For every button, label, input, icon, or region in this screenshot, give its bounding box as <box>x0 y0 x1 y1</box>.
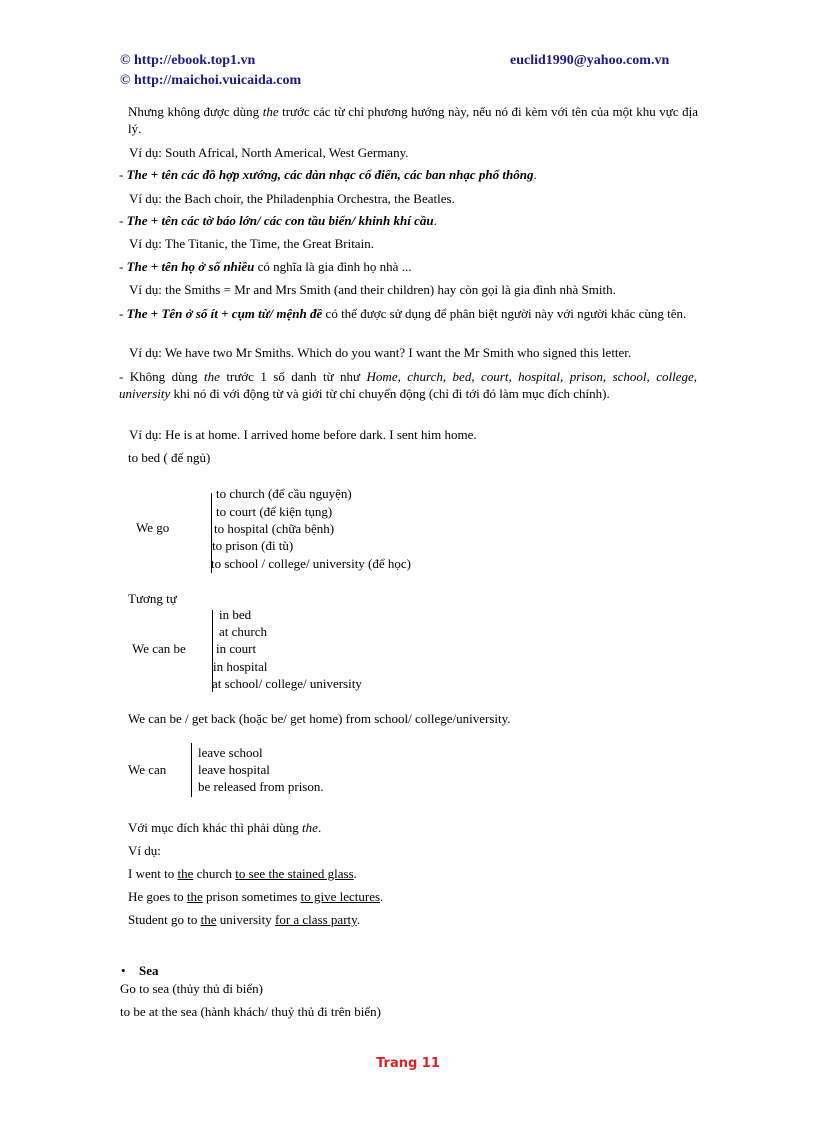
example-heading: Ví dụ: <box>128 843 161 858</box>
text-segment: trước 1 số danh từ như <box>219 369 367 384</box>
sea-heading: Sea <box>139 963 159 978</box>
rule-singular-name <box>119 305 697 322</box>
rule-bold: The + tên các tờ báo lớn/ các con tầu biển/ khinh khí cầu <box>126 213 434 228</box>
bracket-bar <box>191 743 192 797</box>
text-segment: . <box>356 912 361 927</box>
underlined-purpose: for a class party <box>274 912 357 927</box>
italic-the: the <box>302 820 318 835</box>
rule-orchestras <box>119 167 537 183</box>
italic-the: the <box>204 369 220 384</box>
dash: - <box>119 213 127 228</box>
dash: - <box>119 306 127 321</box>
group-we-can-label: We can <box>128 762 167 777</box>
text-segment: . <box>380 889 384 904</box>
list-item: be released from prison. <box>198 779 324 794</box>
text-segment: trước các từ chỉ phương hướng này, nếu nó đi kèm với tên của một khu vực địa lý. <box>128 104 699 136</box>
text-segment: university <box>216 912 275 927</box>
list-item: to school / college/ university (để học) <box>211 556 412 571</box>
sea-line: Go to sea (thủy thủ đi biển) <box>120 981 263 996</box>
similar-heading: Tương tự <box>128 591 177 606</box>
underlined-the: the <box>200 912 217 927</box>
text-segment: khi nó đi với động từ và giới từ chỉ chuyển động (chỉ đi tới đó làm mục đích chính). <box>170 386 610 401</box>
rule-end: . <box>533 167 537 182</box>
rule-end: . <box>433 213 437 228</box>
list-item: in hospital <box>213 659 268 674</box>
text-segment: - Không dùng <box>119 369 204 384</box>
rule-family-names <box>119 259 411 275</box>
text-segment: church <box>193 866 236 881</box>
paragraph-direction-note <box>128 103 698 137</box>
sentence-university <box>128 912 360 928</box>
list-item: to prison (đi tù) <box>212 538 294 553</box>
text-segment: . <box>317 820 322 835</box>
rule-bold: The + Tên ở số ít + cụm từ/ mệnh đề <box>126 306 323 321</box>
example-line: Ví dụ: South Africal, North Americal, West Germany. <box>129 145 409 160</box>
underlined-the: the <box>186 889 203 904</box>
list-item: to court (để kiện tụng) <box>216 504 333 519</box>
example-line: Ví dụ: the Smiths = Mr and Mrs Smith (and their children) hay còn gọi là gia đình nhà Smith. <box>129 282 616 297</box>
dash: - <box>119 167 127 182</box>
text-segment: I went to <box>128 866 178 881</box>
underlined-purpose: to see the stained glass <box>235 866 354 881</box>
list-item: leave school <box>198 745 263 760</box>
example-line: Ví dụ: the Bach choir, the Philadenphia Orchestra, the Beatles. <box>129 191 455 206</box>
example-line: Ví dụ: He is at home. I arrived home before dark. I sent him home. <box>129 427 477 442</box>
header-email[interactable]: euclid1990@yahoo.com.vn <box>510 53 670 68</box>
text-segment: He goes to <box>128 889 187 904</box>
header-link-ebook[interactable]: © http://ebook.top1.vn <box>120 53 256 68</box>
sentence-prison <box>128 889 383 905</box>
list-item: leave hospital <box>198 762 270 777</box>
list-item: in court <box>216 641 257 656</box>
rule-no-the <box>119 368 697 402</box>
group-we-go-label: We go <box>136 520 170 535</box>
italic-the: the <box>262 104 279 119</box>
underlined-the: the <box>177 866 194 881</box>
bullet-icon: • <box>121 963 126 978</box>
underlined-purpose: to give lectures <box>300 889 381 904</box>
sea-line: to be at the sea (hành khách/ thuỷ thủ đi trên biển) <box>120 1004 382 1019</box>
sentence-church <box>128 866 357 882</box>
get-back-line: We can be / get back (hoặc be/ get home) from school/ college/university. <box>128 711 511 726</box>
page-number: Trang 11 <box>376 1056 440 1071</box>
text-segment: prison sometimes <box>202 889 301 904</box>
rule-end: có nghĩa là gia đình họ nhà ... <box>254 259 412 274</box>
rule-end: có thể được sử dụng để phân biệt người này với người khác cùng tên. <box>322 306 687 321</box>
example-line: Ví dụ: We have two Mr Smiths. Which do you want? I want the Mr Smith who signed this letter. <box>129 345 632 360</box>
rule-bold: The + tên họ ở số nhiều <box>126 259 255 274</box>
list-item: at church <box>219 624 268 639</box>
rule-bold: The + tên các đồ hợp xướng, các dàn nhạc cổ điển, các ban nhạc phổ thông <box>126 167 534 182</box>
italic-nouns: Home, church, bed, court, hospital, prison, school, college, university <box>119 369 697 401</box>
text-segment: Student go to <box>128 912 201 927</box>
list-item: at school/ college/ university <box>212 676 362 691</box>
to-bed-line: to bed ( để ngủ) <box>128 450 211 465</box>
header-link-maichoi[interactable]: © http://maichoi.vuicaida.com <box>120 73 302 88</box>
text-segment: Nhưng không được dùng <box>128 104 263 119</box>
text-segment: . <box>353 866 357 881</box>
text-segment: Với mục đích khác thì phải dùng <box>128 820 303 835</box>
dash: - <box>119 259 127 274</box>
list-item: to hospital (chữa bệnh) <box>214 521 335 536</box>
example-line: Ví dụ: The Titanic, the Time, the Great Britain. <box>129 236 374 251</box>
group-we-can-be-label: We can be <box>132 641 186 656</box>
rule-newspapers <box>119 213 437 229</box>
list-item: to church (để cầu nguyện) <box>216 486 352 501</box>
other-purpose-line <box>128 820 321 836</box>
list-item: in bed <box>219 607 252 622</box>
